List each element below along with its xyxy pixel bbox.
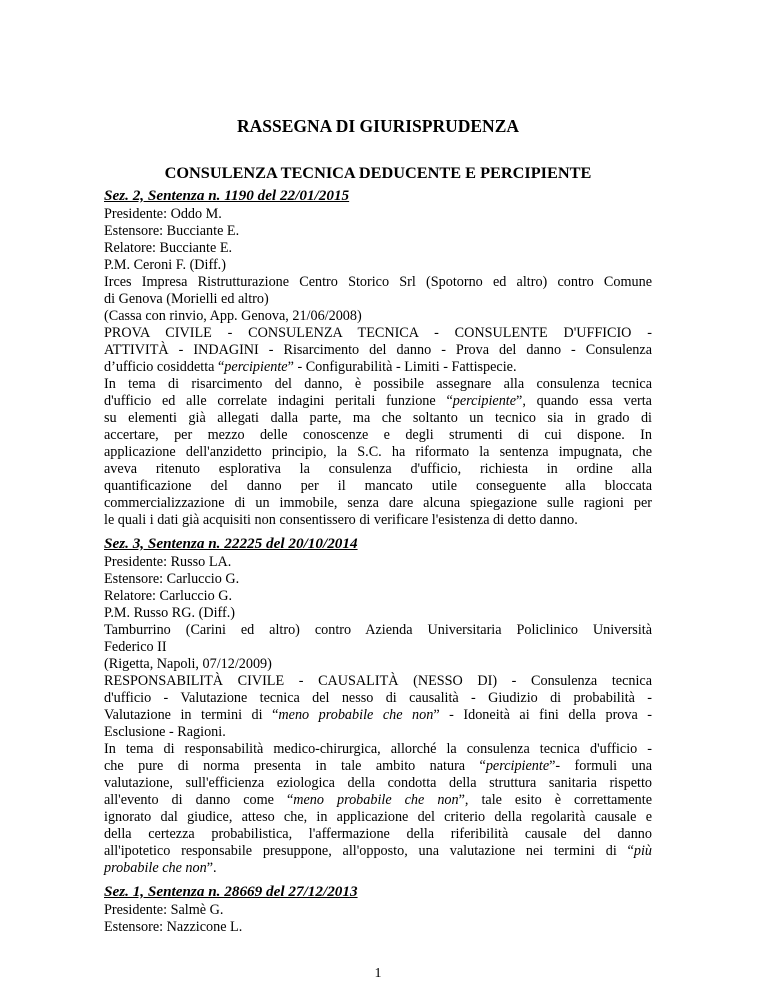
parties-line: Tamburrino (Carini ed altro) contro Azienda Universitaria Policlinico Università — [104, 622, 652, 638]
pm-line: P.M. Russo RG. (Diff.) — [104, 605, 235, 621]
body-line: d'ufficio ed alle correlate indagini peritali funzione “percipiente”, quando essa verta — [104, 393, 652, 409]
relatore-line: Relatore: Bucciante E. — [104, 240, 233, 256]
body-line: accertare, per mezzo delle conoscenze e degli strumenti di cui dispone. In — [104, 427, 652, 443]
presidente-line: Presidente: Oddo M. — [104, 206, 222, 222]
body-line: probabile che non”. — [104, 860, 217, 876]
body-line: all'ipotetico responsabile presuppone, all'opposto, una valutazione nei termini di “più — [104, 843, 652, 859]
body-line: quantificazione del danno per il mancato utile conseguente alla bloccata — [104, 478, 652, 494]
body-line: valutazione, sull'efficienza eziologica della condotta della struttura sanitaria rispetto — [104, 775, 652, 791]
ruling-heading: Sez. 3, Sentenza n. 22225 del 20/10/2014 — [104, 535, 358, 552]
pm-line: P.M. Ceroni F. (Diff.) — [104, 257, 226, 273]
body-line: su elementi già allegati dalla parte, ma che soltanto un tecnico sia in grado di — [104, 410, 652, 426]
parties-line: Federico II — [104, 639, 167, 655]
body-line: della certezza probabilistica, l'affermazione della riferibilità causale del danno — [104, 826, 652, 842]
ruling-heading: Sez. 1, Sentenza n. 28669 del 27/12/2013 — [104, 883, 358, 900]
massima-line: Esclusione - Ragioni. — [104, 724, 226, 740]
estensore-line: Estensore: Nazzicone L. — [104, 919, 243, 935]
estensore-line: Estensore: Bucciante E. — [104, 223, 240, 239]
ruling-entry — [104, 534, 652, 877]
massima-line: d'ufficio - Valutazione tecnica del nesso di causalità - Giudizio di probabilità - — [104, 690, 652, 706]
ruling-heading: Sez. 2, Sentenza n. 1190 del 22/01/2015 — [104, 187, 350, 204]
ruling-entry — [104, 186, 652, 529]
body-line: all'evento di danno come “meno probabile che non”, tale esito è correttamente — [104, 792, 652, 808]
massima-line: ATTIVITÀ - INDAGINI - Risarcimento del danno - Prova del danno - Consulenza — [104, 342, 652, 358]
parties-line: Irces Impresa Ristrutturazione Centro Storico Srl (Spotorno ed altro) contro Comune — [104, 274, 652, 290]
body-line: ignorato dal giudice, atteso che, in applicazione del criterio della regolarità causale e — [104, 809, 652, 825]
ruling-entry — [104, 882, 652, 936]
body-line: applicazione dell'anzidetto principio, la S.C. ha riformato la sentenza impugnata, che — [104, 444, 652, 460]
body-line: In tema di risarcimento del danno, è possibile assegnare alla consulenza tecnica — [104, 376, 652, 392]
massima-line: PROVA CIVILE - CONSULENZA TECNICA - CONSULENTE D'UFFICIO - — [104, 325, 652, 341]
decision-line: (Cassa con rinvio, App. Genova, 21/06/2008) — [104, 308, 362, 324]
section-heading: CONSULENZA TECNICA DEDUCENTE E PERCIPIENTE — [164, 163, 592, 182]
massima-line: RESPONSABILITÀ CIVILE - CAUSALITÀ (NESSO DI) - Consulenza tecnica — [104, 673, 652, 689]
decision-line: (Rigetta, Napoli, 07/12/2009) — [104, 656, 272, 672]
presidente-line: Presidente: Russo LA. — [104, 554, 232, 570]
body-line: aveva ritenuto esplorativa la consulenza d'ufficio, richiesta in ordine alla — [104, 461, 652, 477]
body-line: le quali i dati già acquisiti non consentissero di verificare l'esistenza di detto danno. — [104, 512, 578, 528]
massima-line: Valutazione in termini di “meno probabile che non” - Idoneità ai fini della prova - — [104, 707, 653, 723]
parties-line: di Genova (Morielli ed altro) — [104, 291, 269, 307]
massima-line: d’ufficio cosiddetta “percipiente” - Configurabilità - Limiti - Fattispecie. — [104, 359, 517, 375]
relatore-line: Relatore: Carluccio G. — [104, 588, 233, 604]
estensore-line: Estensore: Carluccio G. — [104, 571, 240, 587]
body-line: In tema di responsabilità medico-chirurgica, allorché la consulenza tecnica d'ufficio - — [104, 741, 652, 757]
document-title: RASSEGNA DI GIURISPRUDENZA — [237, 116, 519, 136]
body-line: commercializzazione di un immobile, senza dare alcuna spiegazione sulle ragioni per — [104, 495, 652, 511]
presidente-line: Presidente: Salmè G. — [104, 902, 224, 918]
body-line: che pure di norma presenta in tale ambito natura “percipiente”- formuli una — [104, 758, 653, 774]
page-number: 1 — [374, 966, 382, 981]
